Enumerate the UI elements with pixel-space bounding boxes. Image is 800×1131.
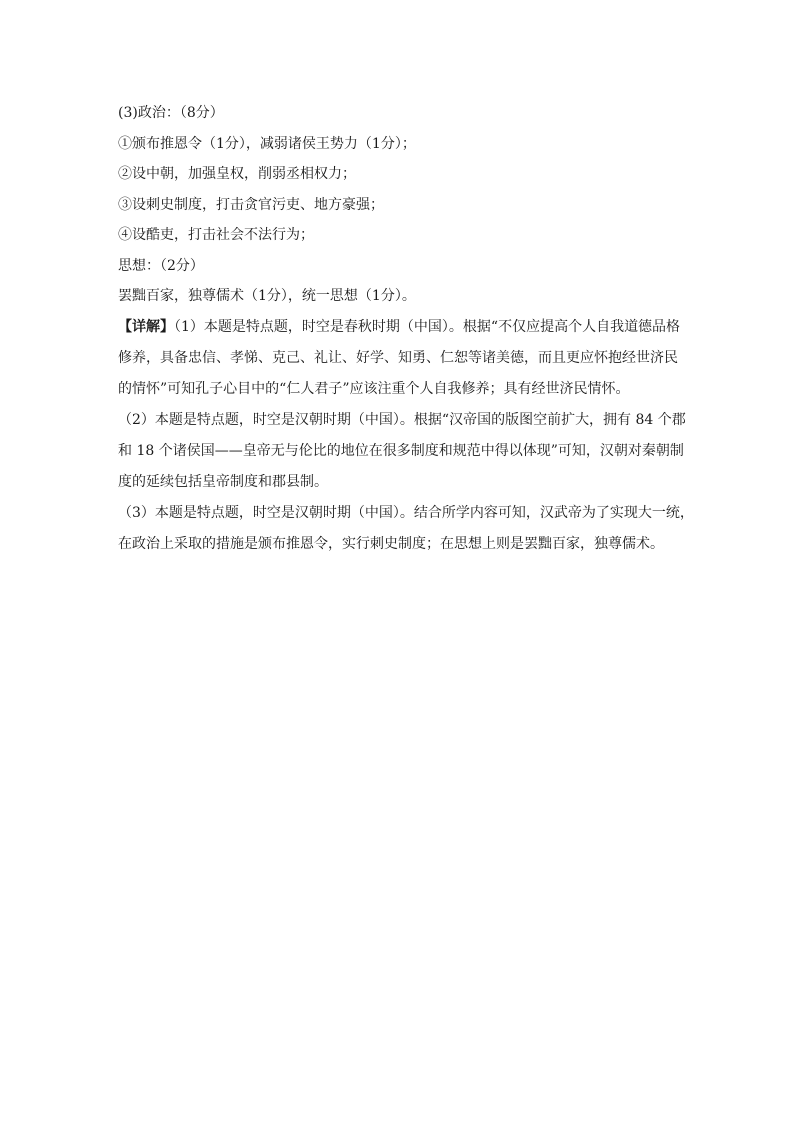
thought-heading: 思想：（2分） (118, 257, 204, 274)
explanation-part3-line2: 在政治上采取的措施是颁布推恩令，实行刺史制度；在思想上则是罢黜百家，独尊儒术。 (118, 535, 664, 552)
explanation-part2-line2: 和 18 个诸侯国——皇帝无与伦比的地位在很多制度和规范中得以体现”可知，汉朝对秦朝制 (118, 442, 684, 459)
thought-item: 罢黜百家，独尊儒术（1分），统一思想（1分）。 (118, 288, 416, 304)
explanation-label: 【详解】 (118, 318, 174, 335)
politics-item-4: ④设酷吏，打击社会不法行为； (118, 227, 314, 243)
explanation-part2-line1: （2）本题是特点题，时空是汉朝时期（中国）。根据“汉帝国的版图空前扩大，拥有 84 个郡 (118, 411, 686, 428)
explanation-part3-line1: （3）本题是特点题，时空是汉朝时期（中国）。结合所学内容可知，汉武帝为了实现大一统， (118, 504, 694, 521)
document-page (118, 103, 698, 565)
explanation-part1-line3: 的情怀”可知孔子心目中的“仁人君子”应该注重个人自我修养；具有经世济民情怀。 (118, 380, 630, 397)
explanation-part1-line1 (118, 317, 698, 337)
politics-item-1: ①颁布推恩令（1分），减弱诸侯王势力（1分）； (118, 135, 416, 152)
politics-heading: (3)政治：（8分） (118, 105, 224, 121)
explanation-part2-line3: 度的延续包括皇帝制度和郡县制。 (118, 473, 328, 490)
explanation-part1-text: （1）本题是特点题，时空是春秋时期（中国）。根据“不仅应提高个人自我道德品格 (174, 318, 681, 335)
politics-item-2: ②设中朝，加强皇权，削弱丞相权力； (118, 166, 356, 182)
politics-item-3: ③设刺史制度，打击贪官污吏、地方豪强； (118, 196, 384, 213)
explanation-part1-line2: 修养，具备忠信、孝悌、克己、礼让、好学、知勇、仁恕等诸美德，而且更应怀抱经世济民 (118, 349, 678, 366)
